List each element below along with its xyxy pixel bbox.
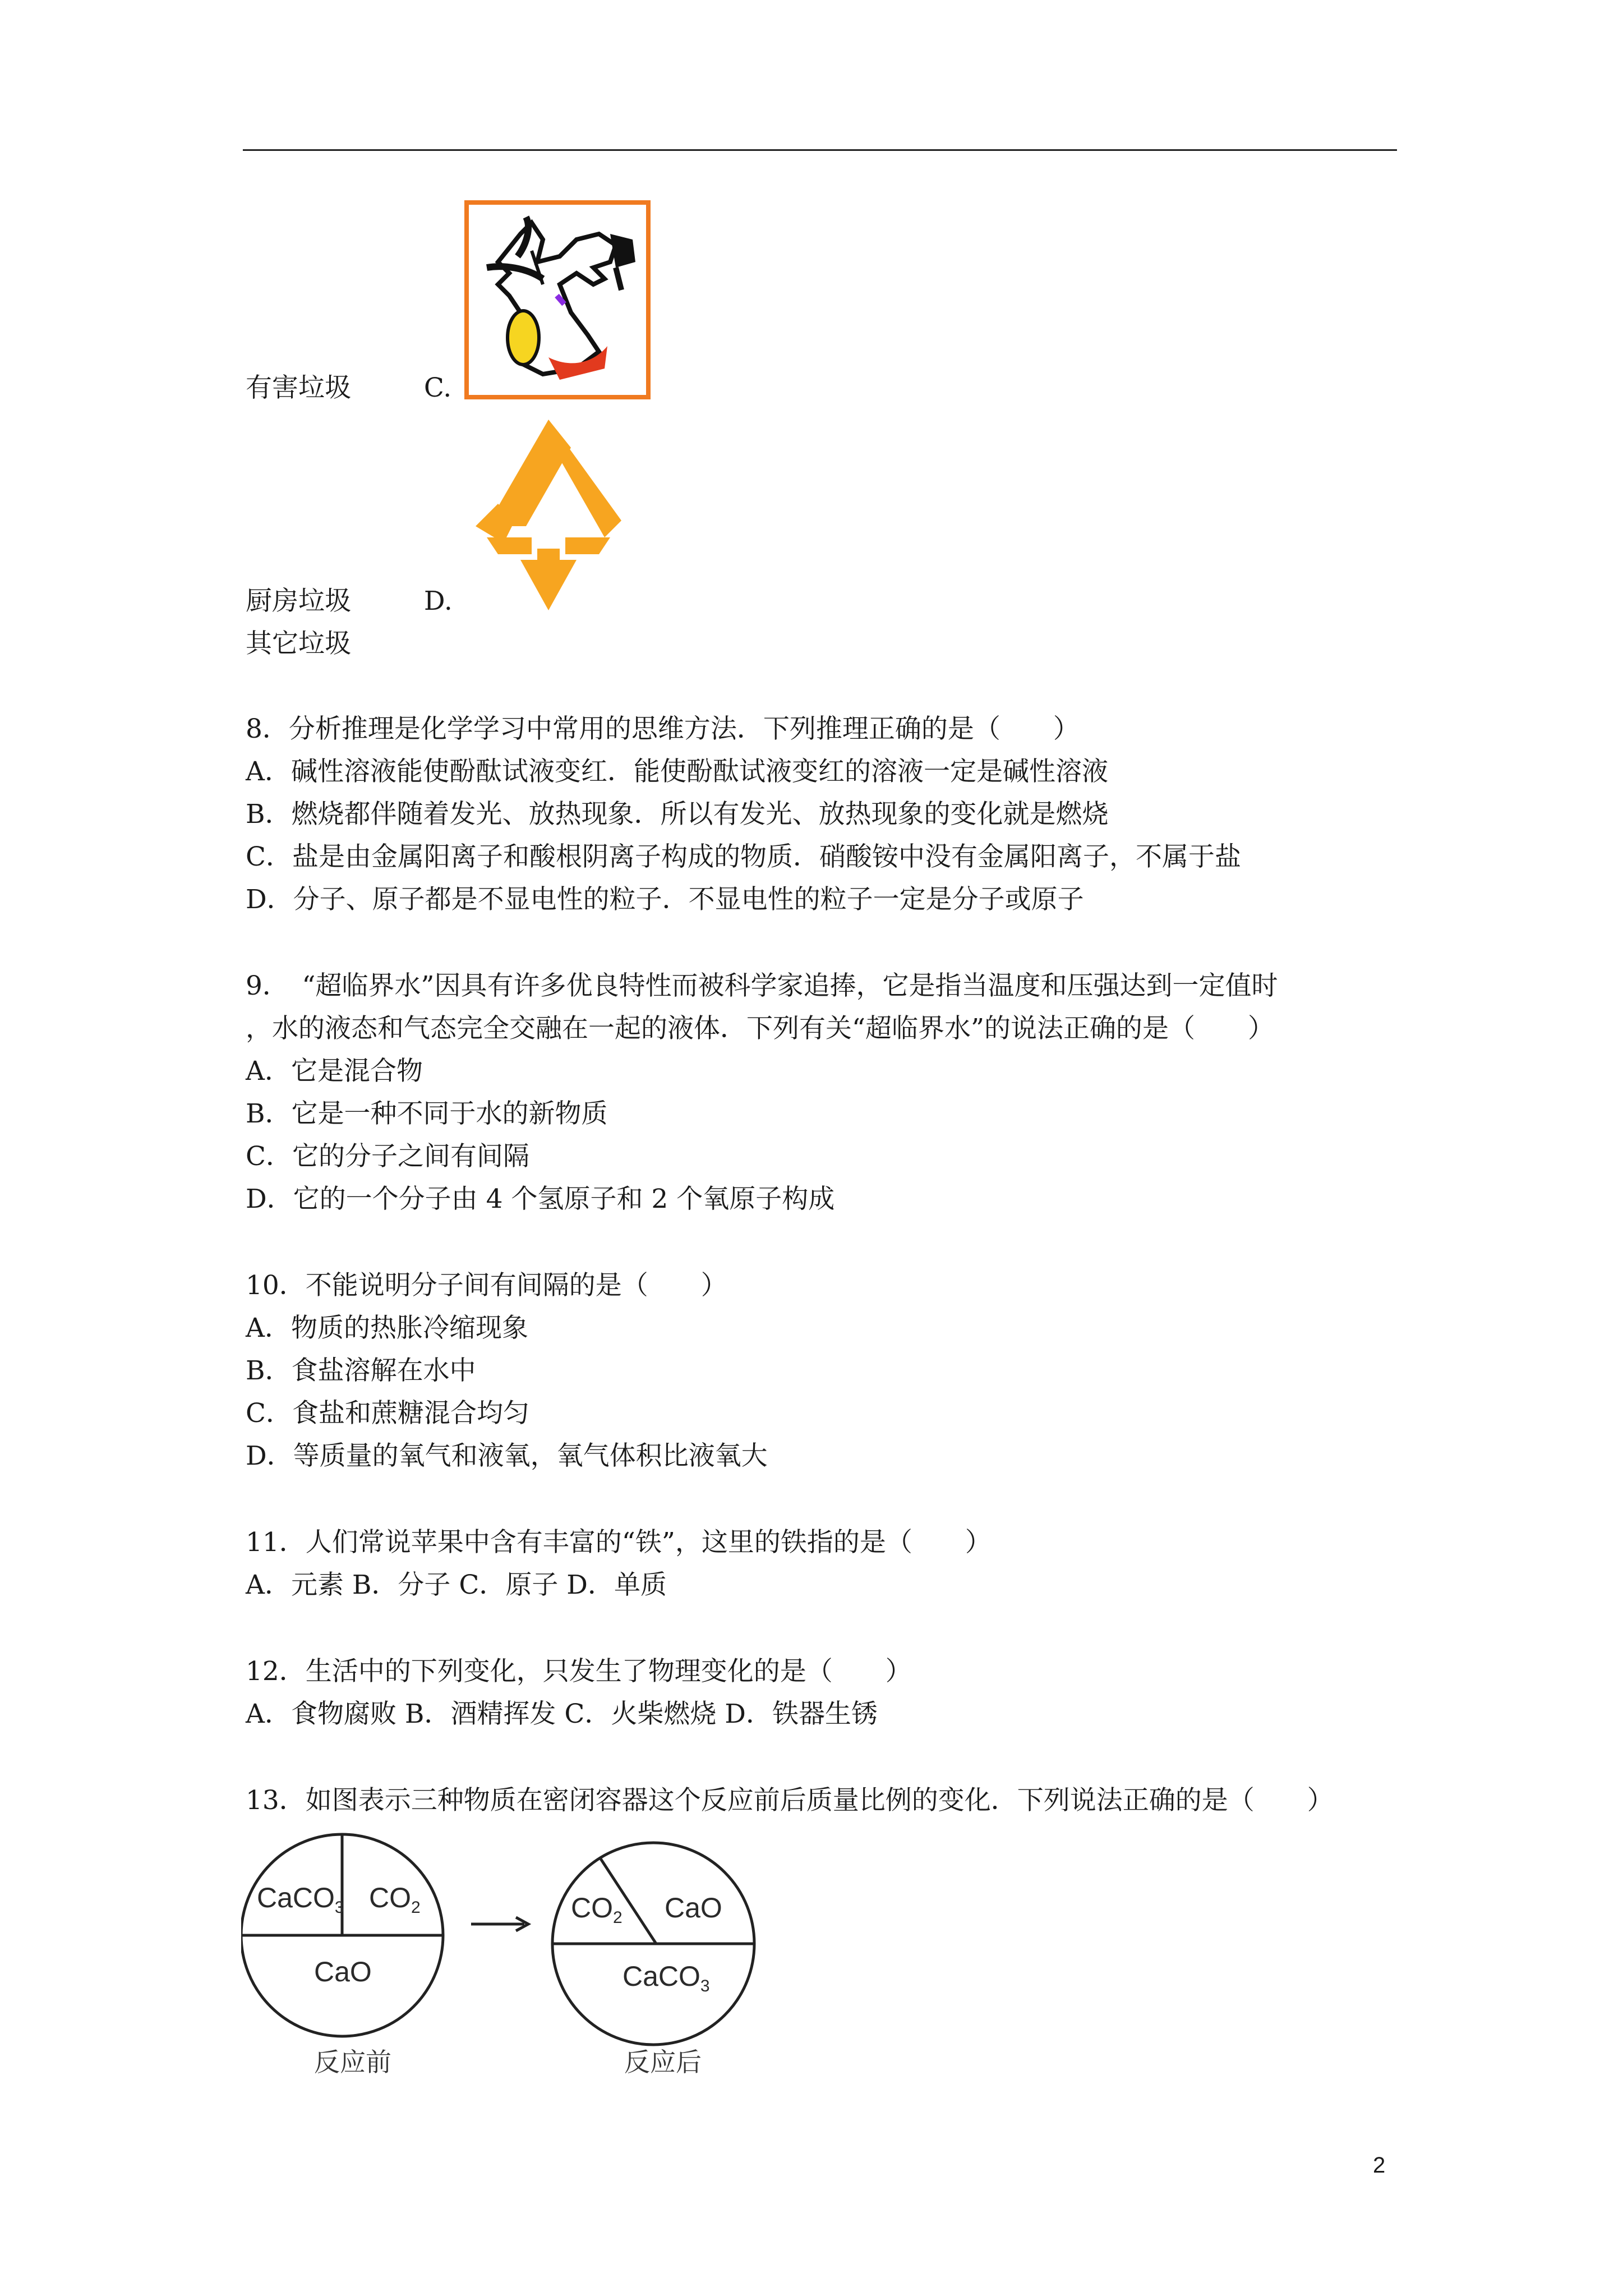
q7-row-d — [246, 585, 453, 618]
row-c-left-text: 有害垃圾 — [246, 372, 351, 403]
before-caption: 反应前 — [314, 2047, 391, 2077]
q11-options: A．元素 B．分子 C．原子 D．单质 — [246, 1570, 667, 1600]
q8-option-c: C．盐是由金属阳离子和酸根阴离子构成的物质．硝酸铵中没有金属阳离子，不属于盐 — [246, 841, 1241, 872]
q12-options: A．食物腐败 B．酒精挥发 C．火柴燃烧 D．铁器生锈 — [246, 1699, 878, 1729]
row-c-option: C. — [423, 372, 452, 403]
q9-option-b: B．它是一种不同于水的新物质 — [246, 1098, 608, 1129]
page-number: 2 — [1373, 2153, 1386, 2178]
q8-stem: 8．分析推理是化学学习中常用的思维方法．下列推理正确的是（ ） — [246, 714, 1080, 744]
after-label-caco3: CaCO$_3$ — [623, 1961, 710, 1995]
after-label-cao: CaO — [665, 1892, 722, 1924]
hazardous-waste-icon — [464, 200, 651, 399]
q10-stem: 10．不能说明分子间有间隔的是（ ） — [246, 1270, 727, 1301]
q9-option-c: C．它的分子之间有间隔 — [246, 1141, 529, 1172]
before-label-caco3: CaCO$_3$ — [257, 1882, 344, 1917]
q8-option-d: D．分子、原子都是不显电性的粒子．不显电性的粒子一定是分子或原子 — [246, 884, 1084, 915]
row-e-left-text: 其它垃圾 — [246, 628, 351, 659]
after-pie — [552, 1843, 754, 2045]
q9-stem-line1: 9． “超临界水”因具有许多优良特性而被科学家追捧，它是指当温度和压强达到一定值时 — [246, 970, 1278, 1001]
q9-option-d: D．它的一个分子由 4 个氢原子和 2 个氧原子构成 — [246, 1184, 835, 1214]
q12-stem: 12．生活中的下列变化，只发生了物理变化的是（ ） — [246, 1656, 912, 1687]
q7-row-e — [246, 627, 351, 661]
kitchen-waste-icon — [464, 414, 633, 616]
q10-option-b: B．食盐溶解在水中 — [246, 1355, 476, 1386]
row-d-option: D. — [423, 586, 453, 616]
before-label-co2: $CO_2$ — [369, 1882, 421, 1917]
q8-option-a: A．碱性溶液能使酚酞试液变红．能使酚酞试液变红的溶液一定是碱性溶液 — [246, 756, 1108, 787]
q10-option-a: A．物质的热胀冷缩现象 — [246, 1313, 528, 1343]
q13-stem: 13．如图表示三种物质在密闭容器这个反应前后质量比例的变化．下列说法正确的是（ ） — [246, 1785, 1334, 1816]
before-pie — [241, 1834, 443, 2036]
q11-stem: 11．人们常说苹果中含有丰富的“铁”，这里的铁指的是（ ） — [246, 1527, 992, 1558]
q9-stem-line2: ，水的液态和气态完全交融在一起的液体．下列有关“超临界水”的说法正确的是（ ） — [246, 1013, 1275, 1044]
q10-option-d: D．等质量的氧气和液氧，氧气体积比液氧大 — [246, 1441, 768, 1471]
row-d-left-text: 厨房垃圾 — [246, 586, 351, 616]
after-caption: 反应后 — [624, 2047, 702, 2077]
header-rule — [243, 149, 1397, 151]
after-label-co2: $CO_2$ — [571, 1892, 623, 1927]
q10-option-c: C．食盐和蔗糖混合均匀 — [246, 1398, 529, 1429]
before-label-cao: CaO — [314, 1956, 372, 1987]
q8-option-b: B．燃烧都伴随着发光、放热现象．所以有发光、放热现象的变化就是燃烧 — [246, 799, 1109, 830]
q9-option-a: A．它是混合物 — [246, 1056, 423, 1087]
right-arrow-icon — [471, 1917, 528, 1931]
q7-row-c — [246, 371, 451, 405]
